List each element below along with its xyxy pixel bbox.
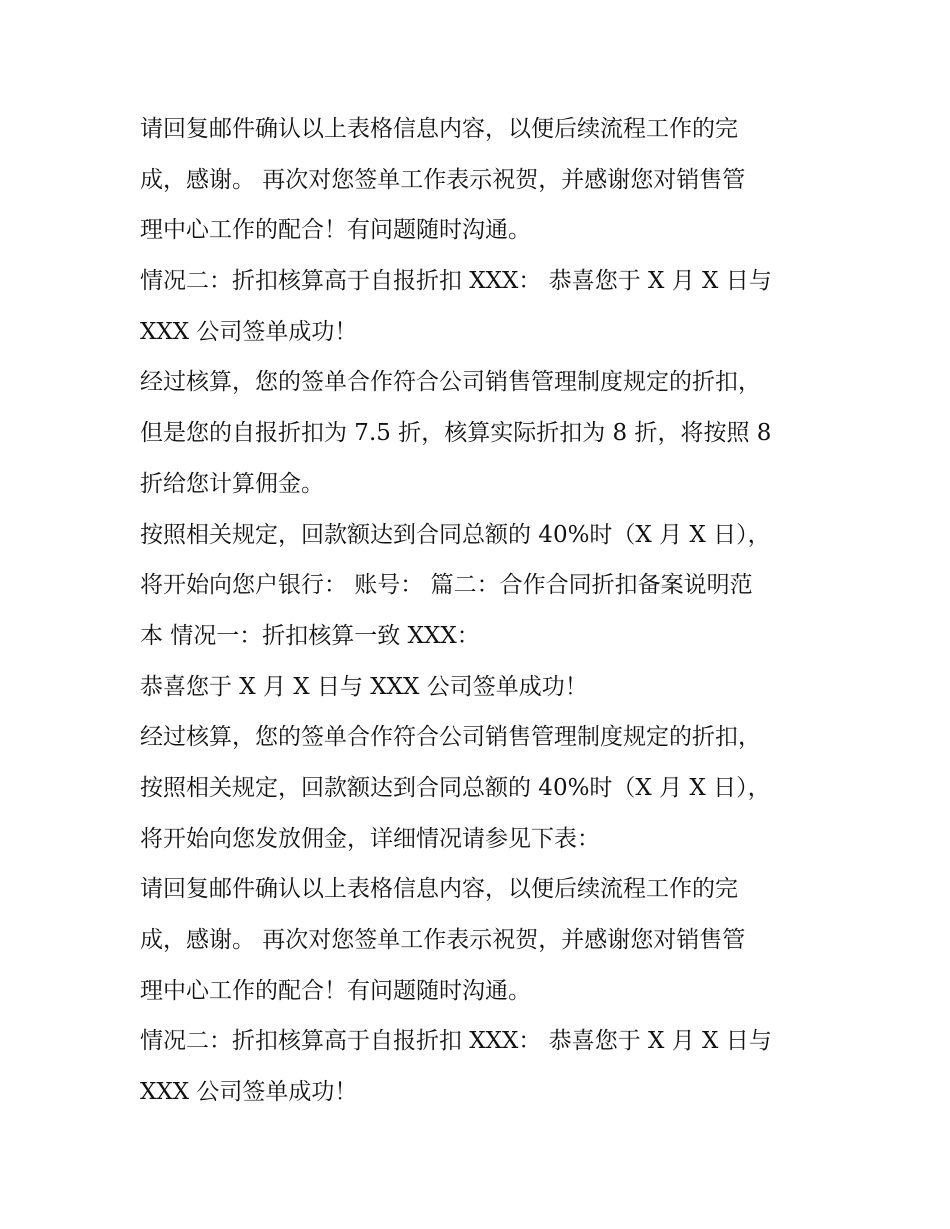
text-line: XXX 公司签单成功！ <box>140 318 358 345</box>
text-line: 折给您计算佣金。 <box>140 470 324 497</box>
text-line: 成，感谢。 再次对您签单工作表示祝贺，并感谢您对销售管 <box>140 927 746 953</box>
text-line: 经过核算，您的签单合作符合公司销售管理制度规定的折扣， <box>140 724 761 751</box>
text-line: 恭喜您于 X 月 X 日与 XXX 公司签单成功！ <box>140 673 588 700</box>
text-line: 请回复邮件确认以上表格信息内容，以便后续流程工作的完 <box>140 116 738 142</box>
text-line: 将开始向您发放佣金，详细情况请参见下表： <box>140 825 600 852</box>
text-line: 按照相关规定，回款额达到合同总额的 40%时（X 月 X 日）， <box>140 521 771 548</box>
text-line: 情况二：折扣核算高于自报折扣 XXX： 恭喜您于 X 月 X 日与 <box>140 1028 772 1055</box>
text-line: 经过核算，您的签单合作符合公司销售管理制度规定的折扣， <box>140 369 761 396</box>
text-line: 情况二：折扣核算高于自报折扣 XXX： 恭喜您于 X 月 X 日与 <box>140 268 772 295</box>
text-line: 但是您的自报折扣为 7.5 折，核算实际折扣为 8 折，将按照 8 <box>140 420 772 447</box>
text-line: 将开始向您户银行： 账号： 篇二：合作合同折扣备案说明范 <box>140 572 753 599</box>
text-line: 本 情况一：折扣核算一致 XXX： <box>140 622 480 649</box>
text-line: 按照相关规定，回款额达到合同总额的 40%时（X 月 X 日）， <box>140 774 771 801</box>
text-line: 理中心工作的配合！有问题随时沟通。 <box>140 977 531 1004</box>
document-body <box>140 104 820 1118</box>
text-line: XXX 公司签单成功！ <box>140 1079 358 1106</box>
text-line: 请回复邮件确认以上表格信息内容，以便后续流程工作的完 <box>140 876 738 903</box>
text-line: 理中心工作的配合！有问题随时沟通。 <box>140 217 531 244</box>
text-line: 成，感谢。 再次对您签单工作表示祝贺，并感谢您对销售管 <box>140 166 746 193</box>
